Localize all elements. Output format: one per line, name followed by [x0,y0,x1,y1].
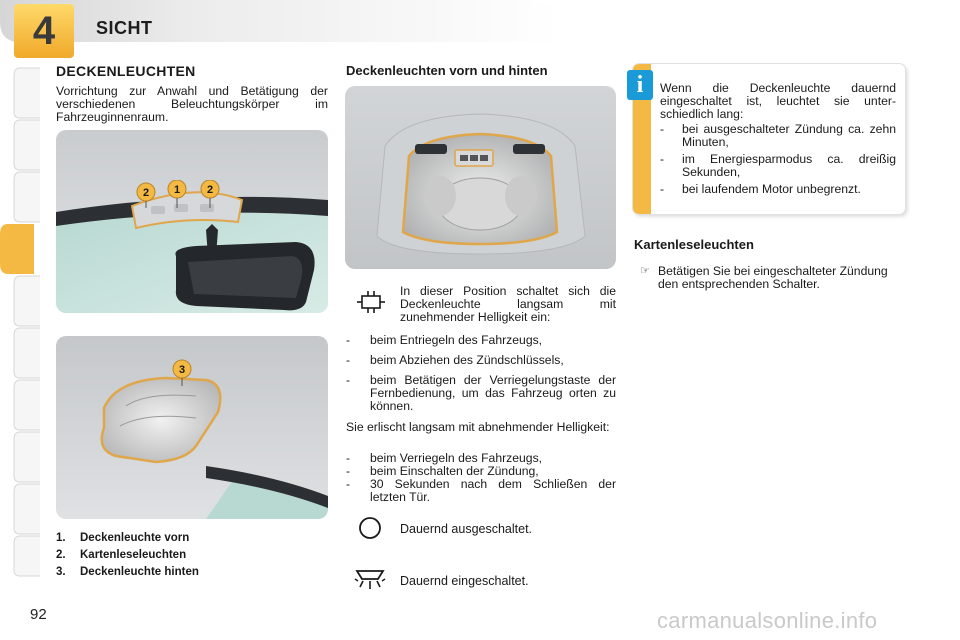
list-dash: - [660,122,665,136]
callout-3: 3 [178,364,186,376]
list-item [346,478,616,504]
list-dash: - [346,333,351,347]
list-text: bei ausgeschalteter Zündung ca. zehn Minuten, [682,122,896,149]
list-item [660,123,896,149]
hand-pointer-icon: ☞ [640,265,650,277]
list-item [660,153,896,179]
heading-front-rear-lamps: Deckenleuchten vorn und hinten [346,63,548,78]
chapter-thumb-tabs[interactable] [0,62,40,582]
heading-deckenleuchten: DECKENLEUCHTEN [56,63,196,79]
state-on-label: Dauernd eingeschaltet. [400,574,529,588]
callout-1: 1 [173,184,181,196]
info-list [660,123,896,200]
list-item [346,374,616,413]
legend [56,530,199,581]
list-dash: - [346,451,351,465]
intro-text: Vorrichtung zur Anwahl und Betätigung der verschiedenen Beleuchtungskörper im Fahrzeuginnenraum. [56,84,328,124]
legend-item [56,564,199,581]
list-text: bei laufendem Motor unbegrenzt. [682,182,861,196]
legend-num: 1. [56,532,66,544]
list-dash: - [660,182,665,196]
watermark: carmanualsonline.info [657,608,878,633]
callout-2-right: 2 [206,184,214,196]
callout-badges-figure1 [134,180,224,210]
lamp-on-icon [354,567,386,591]
state-off-label: Dauernd ausgeschaltet. [400,522,533,536]
legend-label: Kartenleseleuchten [80,549,187,561]
list-text: beim Einschalten der Zündung, [370,464,539,478]
list-dash: - [346,464,351,478]
legend-label: Deckenleuchte hinten [80,566,199,578]
position-description: In dieser Position schaltet sich die Deckenleuchte langsam mit zunehmender Helligkeit ein: [400,284,616,324]
list-text: beim Verriegeln des Fahrzeugs, [370,451,543,465]
list-text: beim Abziehen des Zündschlüssels, [370,353,564,367]
map-lamp-text: Betätigen Sie bei eingeschalteter Zündung den entsprechenden Schalter. [658,264,888,291]
door-lamp-icon [357,291,385,313]
circle-off-icon [358,516,382,540]
list-item [346,354,616,367]
list-item [346,334,616,347]
switch-off-list [346,452,616,504]
list-text: im Energiesparmodus ca. dreißig Sekunden, [682,152,896,179]
list-item [660,183,896,196]
chapter-number: 4 [32,9,56,53]
section-title: SICHT [96,18,153,38]
list-dash: - [660,152,665,166]
figure-front-lamp-closeup [345,86,616,269]
info-text: Wenn die Deckenleuchte dauernd eingeschaltet ist, leuchtet sie unterschiedlich lang: [660,81,896,121]
list-text: beim Betätigen der Verriegelungstaste der Fernbedienung, um das Fahrzeug orten zu können. [370,373,616,413]
list-dash: - [346,477,351,491]
switch-on-list [346,334,616,420]
list-text: 30 Sekunden nach dem Schließen der letzten Tür. [370,477,616,504]
page-number: 92 [30,606,47,623]
legend-num: 2. [56,549,66,561]
map-lamp-instruction [640,265,905,291]
figure-front-roof-console [56,130,328,313]
switch-off-intro: Sie erlischt langsam mit abnehmender Helligkeit: [346,420,610,434]
legend-item [56,530,199,547]
info-icon: i [627,70,653,100]
legend-label: Deckenleuchte vorn [80,532,190,544]
callout-badge-figure2 [170,358,194,388]
legend-item [56,547,199,564]
heading-map-lamps: Kartenleseleuchten [634,237,754,252]
list-text: beim Entriegeln des Fahrzeugs, [370,333,543,347]
legend-num: 3. [56,566,66,578]
callout-2-left: 2 [142,187,150,199]
list-dash: - [346,353,351,367]
list-dash: - [346,373,351,387]
